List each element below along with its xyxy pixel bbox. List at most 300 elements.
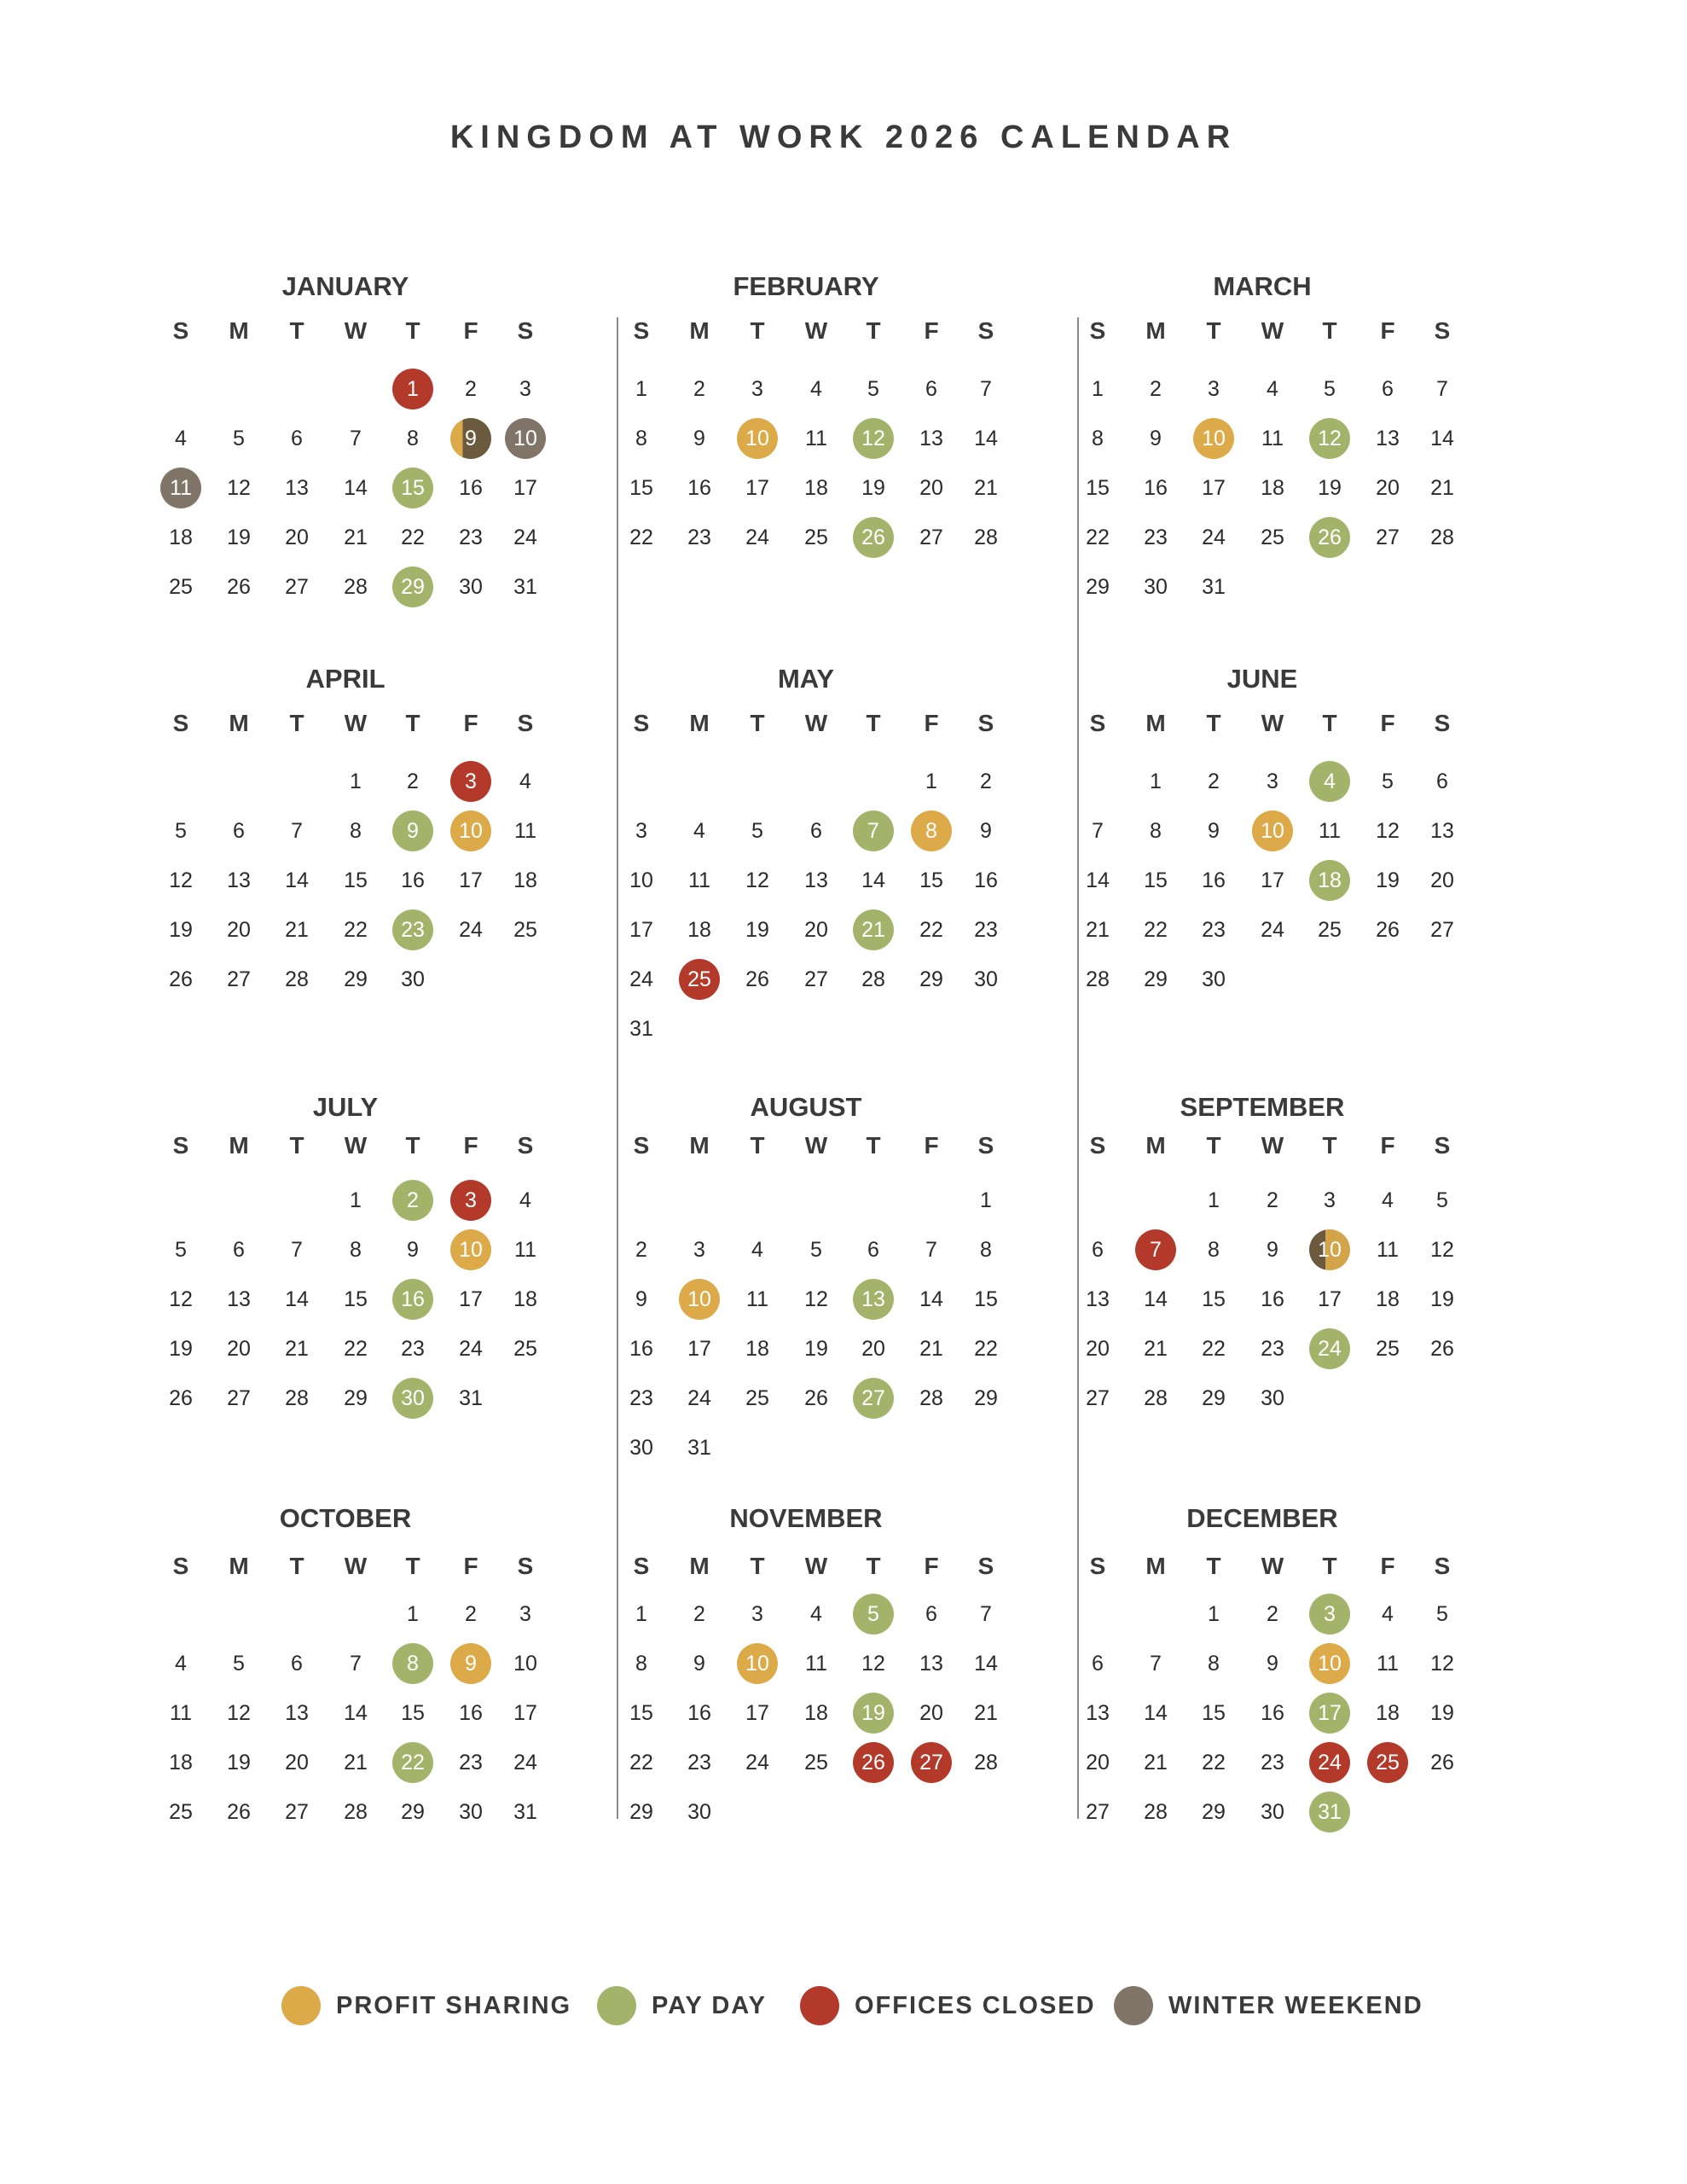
day-profit: 10 <box>1193 418 1234 459</box>
week-row <box>1087 909 1488 959</box>
legend-label: PROFIT SHARING <box>336 1991 572 2019</box>
weekday-label: F <box>1380 1553 1395 1579</box>
day: 3 <box>635 819 647 843</box>
day: 12 <box>169 1287 193 1311</box>
day: 26 <box>745 967 769 991</box>
week-row <box>631 468 1032 517</box>
day-closed: 1 <box>392 369 433 410</box>
day: 19 <box>1430 1701 1454 1725</box>
weekday-label: M <box>1145 710 1166 736</box>
day: 28 <box>1430 526 1454 549</box>
day: 3 <box>693 1238 705 1262</box>
day: 11 <box>688 868 710 892</box>
day: 29 <box>1144 967 1168 991</box>
day-pay: 19 <box>853 1693 894 1734</box>
day: 17 <box>629 918 653 942</box>
day: 10 <box>513 1652 537 1676</box>
day: 11 <box>514 1238 536 1262</box>
week-row <box>631 418 1032 468</box>
day: 22 <box>344 918 368 942</box>
day: 13 <box>1376 427 1400 450</box>
day: 28 <box>285 1386 309 1410</box>
week-row <box>1087 418 1488 468</box>
day: 25 <box>1376 1337 1400 1361</box>
day: 11 <box>1377 1652 1399 1676</box>
day: 20 <box>861 1337 885 1361</box>
day: 13 <box>919 427 943 450</box>
day-profit: 10 <box>450 810 491 851</box>
week-row <box>631 517 1032 566</box>
day: 3 <box>519 1602 531 1626</box>
day: 9 <box>1267 1652 1278 1676</box>
weekday-label: M <box>689 1132 710 1159</box>
day: 29 <box>1202 1800 1226 1824</box>
week-row <box>631 909 1032 959</box>
day: 13 <box>1086 1287 1110 1311</box>
day: 27 <box>1376 526 1400 549</box>
day: 28 <box>344 575 368 599</box>
weekday-label: S <box>1434 710 1451 736</box>
day: 4 <box>751 1238 763 1262</box>
day: 12 <box>1430 1652 1454 1676</box>
weekday-label: M <box>1145 317 1166 344</box>
weekday-label: T <box>866 1553 881 1579</box>
day: 9 <box>980 819 992 843</box>
day: 26 <box>1376 918 1400 942</box>
day: 6 <box>1092 1652 1104 1676</box>
week-row <box>1087 761 1488 810</box>
day: 15 <box>1086 476 1110 500</box>
weekday-label: T <box>750 317 765 344</box>
day: 3 <box>1267 770 1278 793</box>
weekday-label: F <box>1380 710 1395 736</box>
day: 23 <box>974 918 998 942</box>
month-name: SEPTEMBER <box>1180 1092 1345 1122</box>
day: 11 <box>1319 819 1341 843</box>
day: 21 <box>974 476 998 500</box>
day: 31 <box>629 1017 653 1041</box>
day: 2 <box>1267 1602 1278 1626</box>
day-profit: 8 <box>911 810 952 851</box>
weekday-label: M <box>689 1553 710 1579</box>
day-pay: 31 <box>1309 1792 1350 1833</box>
column-divider-left <box>617 317 618 1819</box>
week-row <box>171 1742 571 1792</box>
weekday-label: S <box>1089 710 1106 736</box>
day: 30 <box>459 575 483 599</box>
day: 29 <box>344 967 368 991</box>
day-profit: 10 <box>1309 1643 1350 1684</box>
day: 18 <box>1376 1701 1400 1725</box>
weekday-label: T <box>1206 1132 1221 1159</box>
week-row <box>631 810 1032 860</box>
month-name: JUNE <box>1226 664 1298 694</box>
day: 14 <box>861 868 885 892</box>
day: 25 <box>169 1800 193 1824</box>
day: 14 <box>974 427 998 450</box>
day: 4 <box>693 819 705 843</box>
weekday-label: T <box>1206 710 1221 736</box>
day: 7 <box>925 1238 937 1262</box>
day: 5 <box>1436 1602 1448 1626</box>
week-row <box>171 468 571 517</box>
day: 16 <box>1261 1701 1284 1725</box>
legend-item <box>597 1984 767 2028</box>
day: 1 <box>350 770 362 793</box>
weekday-label: F <box>924 710 939 736</box>
day-closed: 25 <box>679 959 720 1000</box>
day: 22 <box>974 1337 998 1361</box>
day: 19 <box>745 918 769 942</box>
week-row <box>1087 1693 1488 1742</box>
weekday-label: T <box>750 1132 765 1159</box>
weekday-label: S <box>1089 1553 1106 1579</box>
day: 12 <box>227 476 251 500</box>
day: 6 <box>925 377 937 401</box>
day: 12 <box>169 868 193 892</box>
day: 18 <box>1261 476 1284 500</box>
legend-label: OFFICES CLOSED <box>855 1991 1096 2019</box>
day-closed: 25 <box>1367 1742 1408 1783</box>
week-row <box>1087 517 1488 566</box>
day: 30 <box>459 1800 483 1824</box>
day: 18 <box>169 1751 193 1774</box>
day: 16 <box>401 868 425 892</box>
week-row <box>631 1792 1032 1841</box>
day: 9 <box>1150 427 1162 450</box>
day: 7 <box>980 377 992 401</box>
day: 20 <box>285 526 309 549</box>
day: 25 <box>1261 526 1284 549</box>
week-row <box>171 959 571 1008</box>
weekday-label: W <box>1261 1553 1284 1579</box>
week-row <box>171 1279 571 1328</box>
day: 4 <box>810 1602 822 1626</box>
day: 4 <box>1267 377 1278 401</box>
weekday-label: W <box>804 710 828 736</box>
day: 31 <box>513 575 537 599</box>
weekday-label: S <box>517 1132 534 1159</box>
day: 28 <box>1144 1800 1168 1824</box>
day: 19 <box>804 1337 828 1361</box>
day: 2 <box>1267 1188 1278 1212</box>
day: 2 <box>635 1238 647 1262</box>
day: 3 <box>751 377 763 401</box>
week-row <box>1087 1279 1488 1328</box>
week-row <box>1087 1180 1488 1229</box>
week-row <box>1087 860 1488 909</box>
day: 6 <box>291 1652 303 1676</box>
day-closed: 24 <box>1309 1742 1350 1783</box>
day: 5 <box>233 427 245 450</box>
day: 1 <box>635 377 647 401</box>
day: 13 <box>227 1287 251 1311</box>
day: 22 <box>629 526 653 549</box>
day: 19 <box>861 476 885 500</box>
week-row <box>631 1328 1032 1378</box>
day: 13 <box>919 1652 943 1676</box>
day: 1 <box>980 1188 992 1212</box>
weekday-label: S <box>633 317 650 344</box>
day: 19 <box>227 526 251 549</box>
day-profit: 10 <box>679 1279 720 1320</box>
week-row <box>631 1427 1032 1477</box>
day: 11 <box>746 1287 768 1311</box>
day-pay: 9 <box>392 810 433 851</box>
day: 5 <box>1382 770 1394 793</box>
day: 15 <box>401 1701 425 1725</box>
day: 7 <box>980 1602 992 1626</box>
weekday-header-row <box>1087 1132 1488 1182</box>
day: 14 <box>285 1287 309 1311</box>
day: 8 <box>407 427 419 450</box>
day: 8 <box>350 1238 362 1262</box>
day-pay: 29 <box>392 566 433 607</box>
weekday-header-row <box>631 1132 1032 1182</box>
month-name: APRIL <box>305 664 386 694</box>
day: 16 <box>1261 1287 1284 1311</box>
day: 6 <box>925 1602 937 1626</box>
day: 24 <box>513 1751 537 1774</box>
day: 14 <box>285 868 309 892</box>
day: 11 <box>1261 427 1284 450</box>
weekday-label: F <box>924 1553 939 1579</box>
day: 23 <box>401 1337 425 1361</box>
day: 21 <box>1144 1337 1168 1361</box>
day: 23 <box>687 1751 711 1774</box>
week-row <box>1087 959 1488 1008</box>
weekday-label: T <box>289 1553 304 1579</box>
weekday-label: T <box>750 1553 765 1579</box>
day: 16 <box>687 1701 711 1725</box>
day: 24 <box>459 918 483 942</box>
weekday-label: T <box>866 317 881 344</box>
day: 23 <box>459 526 483 549</box>
week-row <box>631 1229 1032 1279</box>
day: 17 <box>459 868 483 892</box>
day: 23 <box>1202 918 1226 942</box>
day: 2 <box>407 770 419 793</box>
weekday-label: T <box>405 317 420 344</box>
day: 2 <box>693 1602 705 1626</box>
day: 17 <box>1202 476 1226 500</box>
day: 22 <box>919 918 943 942</box>
day-pay: 12 <box>853 418 894 459</box>
day: 6 <box>233 1238 245 1262</box>
day: 15 <box>344 868 368 892</box>
weekday-label: W <box>344 710 368 736</box>
day: 3 <box>1208 377 1220 401</box>
day-profit: 10 <box>450 1229 491 1270</box>
day: 25 <box>804 526 828 549</box>
day: 5 <box>751 819 763 843</box>
day: 20 <box>919 1701 943 1725</box>
day: 10 <box>629 868 653 892</box>
day: 21 <box>285 1337 309 1361</box>
day-pay: 21 <box>853 909 894 950</box>
day: 22 <box>629 1751 653 1774</box>
day-pay: 26 <box>853 517 894 558</box>
day: 22 <box>1202 1751 1226 1774</box>
day: 9 <box>1267 1238 1278 1262</box>
day-profit: 10 <box>1252 810 1293 851</box>
day: 29 <box>919 967 943 991</box>
day: 2 <box>1208 770 1220 793</box>
day: 3 <box>1324 1188 1336 1212</box>
day: 17 <box>1261 868 1284 892</box>
day: 13 <box>804 868 828 892</box>
weekday-label: S <box>517 710 534 736</box>
day: 18 <box>804 476 828 500</box>
day: 30 <box>1261 1386 1284 1410</box>
day-profit: 10 <box>737 1643 778 1684</box>
day: 17 <box>1318 1287 1342 1311</box>
day: 14 <box>1086 868 1110 892</box>
day: 30 <box>1261 1800 1284 1824</box>
day: 15 <box>629 1701 653 1725</box>
weekday-label: S <box>1434 1132 1451 1159</box>
day: 15 <box>1202 1287 1226 1311</box>
day: 18 <box>513 1287 537 1311</box>
week-row <box>171 1180 571 1229</box>
day: 14 <box>344 1701 368 1725</box>
week-row <box>631 1008 1032 1058</box>
weekday-label: W <box>804 1132 828 1159</box>
month-name: JULY <box>312 1092 379 1122</box>
day: 6 <box>1436 770 1448 793</box>
weekday-label: T <box>405 1553 420 1579</box>
day: 22 <box>344 1337 368 1361</box>
day: 28 <box>344 1800 368 1824</box>
day-profit: 10 <box>737 418 778 459</box>
day: 17 <box>513 1701 537 1725</box>
week-row <box>1087 1594 1488 1643</box>
day: 11 <box>170 1701 192 1725</box>
legend-color-dot <box>597 1986 636 2025</box>
weekday-label: W <box>1261 317 1284 344</box>
week-row <box>1087 810 1488 860</box>
day: 4 <box>175 1652 187 1676</box>
weekday-label: W <box>1261 710 1284 736</box>
week-row <box>171 1229 571 1279</box>
day: 14 <box>919 1287 943 1311</box>
weekday-header-row <box>171 317 571 367</box>
weekday-label: F <box>463 317 478 344</box>
day: 18 <box>1376 1287 1400 1311</box>
day: 20 <box>1086 1337 1110 1361</box>
day: 23 <box>687 526 711 549</box>
week-row <box>171 517 571 566</box>
month-name: FEBRUARY <box>733 271 879 301</box>
day-pay: 18 <box>1309 860 1350 901</box>
weekday-label: W <box>1261 1132 1284 1159</box>
weekday-label: S <box>633 710 650 736</box>
day: 27 <box>1086 1386 1110 1410</box>
day: 24 <box>1202 526 1226 549</box>
weekday-label: W <box>804 317 828 344</box>
day: 12 <box>861 1652 885 1676</box>
weekday-label: S <box>172 1132 189 1159</box>
day: 19 <box>1318 476 1342 500</box>
weekday-label: T <box>1322 710 1337 736</box>
day: 24 <box>513 526 537 549</box>
weekday-label: T <box>750 710 765 736</box>
day: 3 <box>519 377 531 401</box>
day: 31 <box>1202 575 1226 599</box>
day: 17 <box>459 1287 483 1311</box>
week-row <box>171 860 571 909</box>
week-row <box>631 1279 1032 1328</box>
day: 3 <box>751 1602 763 1626</box>
legend-label: WINTER WEEKEND <box>1168 1991 1423 2019</box>
day-pay: 7 <box>853 810 894 851</box>
week-row <box>1087 1742 1488 1792</box>
month-name: AUGUST <box>750 1092 862 1122</box>
day: 4 <box>810 377 822 401</box>
day-closed: 7 <box>1135 1229 1176 1270</box>
day: 28 <box>285 967 309 991</box>
day: 22 <box>1144 918 1168 942</box>
day: 8 <box>1092 427 1104 450</box>
weekday-label: T <box>866 710 881 736</box>
day: 4 <box>519 1188 531 1212</box>
day: 18 <box>513 868 537 892</box>
day: 1 <box>1150 770 1162 793</box>
day: 15 <box>974 1287 998 1311</box>
day: 4 <box>1382 1188 1394 1212</box>
day: 20 <box>919 476 943 500</box>
weekday-label: M <box>229 710 249 736</box>
day: 11 <box>805 427 827 450</box>
week-row <box>631 1180 1032 1229</box>
day: 30 <box>629 1436 653 1460</box>
day: 21 <box>344 1751 368 1774</box>
day: 21 <box>1144 1751 1168 1774</box>
day: 15 <box>629 476 653 500</box>
day-mixed: 9 <box>450 418 491 459</box>
day: 27 <box>227 967 251 991</box>
day-pay: 8 <box>392 1643 433 1684</box>
week-row <box>171 909 571 959</box>
day: 26 <box>169 1386 193 1410</box>
day: 9 <box>1208 819 1220 843</box>
week-row <box>1087 1229 1488 1279</box>
day: 20 <box>804 918 828 942</box>
week-row <box>631 369 1032 418</box>
legend-color-dot <box>281 1986 321 2025</box>
weekday-label: M <box>1145 1132 1166 1159</box>
day: 24 <box>745 1751 769 1774</box>
day: 19 <box>169 918 193 942</box>
weekday-header-row <box>631 710 1032 759</box>
day-pay: 4 <box>1309 761 1350 802</box>
day: 16 <box>1202 868 1226 892</box>
day: 7 <box>1092 819 1104 843</box>
day: 7 <box>1436 377 1448 401</box>
weekday-label: T <box>289 317 304 344</box>
day: 6 <box>810 819 822 843</box>
day: 8 <box>1208 1652 1220 1676</box>
day: 30 <box>974 967 998 991</box>
day: 20 <box>227 1337 251 1361</box>
week-row <box>171 566 571 616</box>
week-row <box>171 1328 571 1378</box>
weekday-label: T <box>1206 317 1221 344</box>
day: 19 <box>169 1337 193 1361</box>
day: 25 <box>745 1386 769 1410</box>
day: 5 <box>233 1652 245 1676</box>
day: 26 <box>1430 1751 1454 1774</box>
